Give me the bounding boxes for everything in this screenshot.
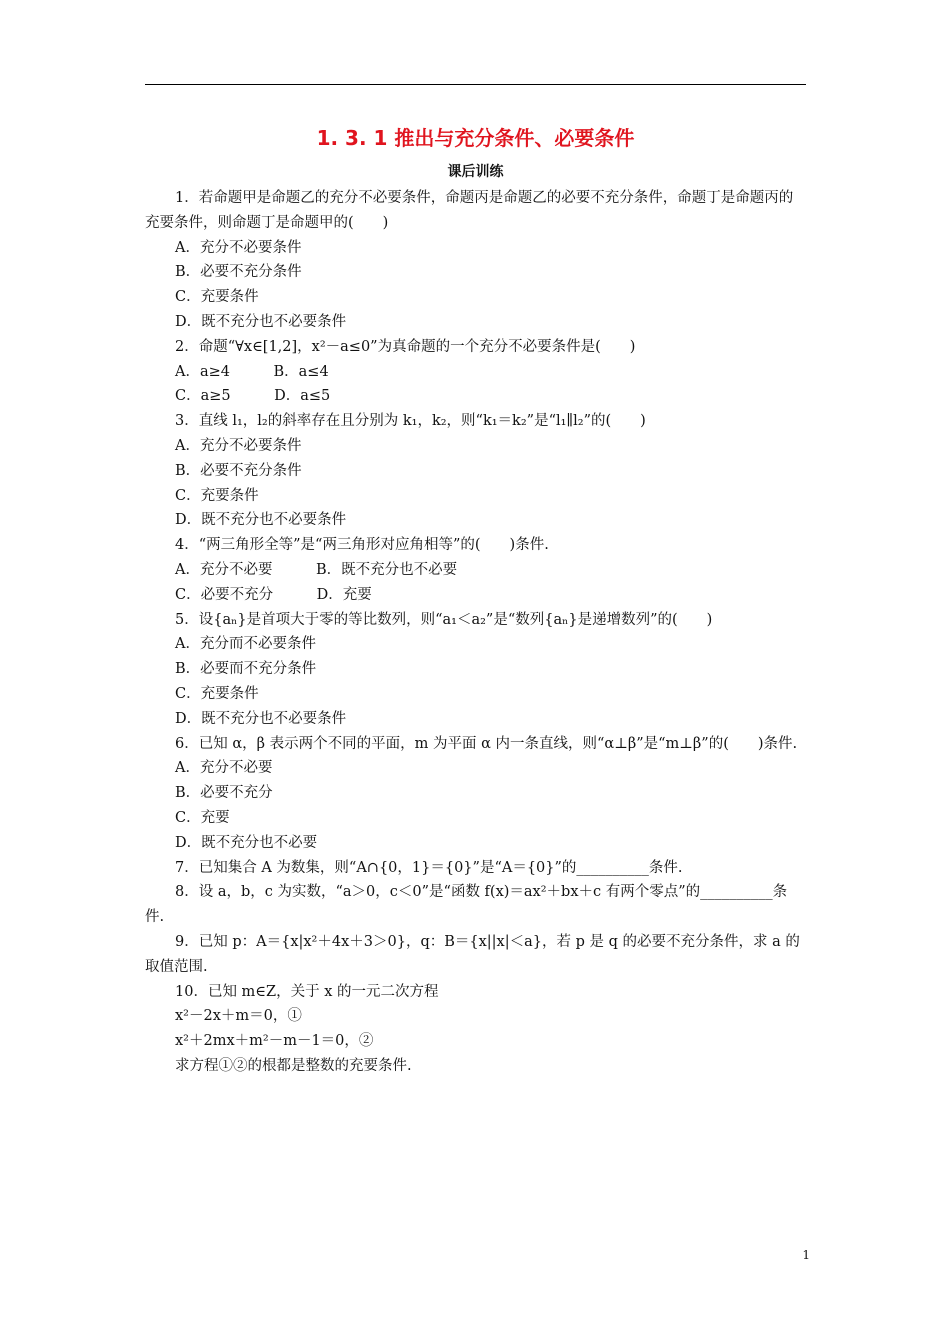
text-line: 6．已知 α，β 表示两个不同的平面，m 为平面 α 内一条直线，则“α⊥β”是“m⊥β”的( )条件. <box>175 735 798 752</box>
text-line: B．必要不充分 <box>175 785 273 802</box>
text-line: A．充分不必要 B．既不充分也不必要 <box>175 561 458 578</box>
text-line: C．a≥5 D．a≤5 <box>175 388 331 405</box>
text-line: 1．若命题甲是命题乙的充分不必要条件，命题丙是命题乙的必要不充分条件，命题丁是命题丙的充要条件，则命题丁是命题甲的( ) <box>145 190 794 231</box>
text-line: D．既不充分也不必要条件 <box>175 710 347 727</box>
text-line: 求方程①②的根都是整数的充要条件. <box>175 1057 412 1074</box>
header-rule <box>145 84 806 85</box>
text-line: A．充分而不必要条件 <box>175 636 316 653</box>
text-line: B．必要不充分条件 <box>175 264 302 281</box>
text-line: B．必要而不充分条件 <box>175 661 317 678</box>
text-line: A．充分不必要条件 <box>175 239 302 256</box>
text-line: D．既不充分也不必要条件 <box>175 313 347 330</box>
text-line: C．充要条件 <box>175 685 259 702</box>
text-line: C．充要 <box>175 809 230 826</box>
text-line: C．必要不充分 D．充要 <box>175 586 372 603</box>
text-line: x²－2x＋m＝0，① <box>175 1008 302 1025</box>
exercise-list <box>145 186 806 1079</box>
text-line: D．既不充分也不必要 <box>175 834 318 851</box>
text-line: C．充要条件 <box>175 289 259 306</box>
text-line: 5．设{aₙ}是首项大于零的等比数列，则“a₁＜a₂”是“数列{aₙ}是递增数列”的( ) <box>175 611 713 628</box>
text-line: 3．直线 l₁，l₂的斜率存在且分别为 k₁，k₂，则“k₁＝k₂”是“l₁∥l₂”的( ) <box>175 413 646 430</box>
text-line: 4．“两三角形全等”是“两三角形对应角相等”的( )条件. <box>175 537 549 554</box>
section-subtitle: 课后训练 <box>447 164 504 180</box>
text-line: C．充要条件 <box>175 487 259 504</box>
text-line: A．充分不必要条件 <box>175 437 302 454</box>
text-line: A．a≥4 B．a≤4 <box>175 363 329 380</box>
text-line: 9．已知 p：A＝{x|x²＋4x＋3＞0}，q：B＝{x||x|＜a}，若 p 是 q 的必要不充分条件，求 a 的取值范围. <box>145 933 800 975</box>
page-title: 1. 3. 1 推出与充分条件、必要条件 <box>316 126 635 150</box>
text-line: D．既不充分也不必要条件 <box>175 512 347 529</box>
text-line: 2．命题“∀x∈[1,2]，x²－a≤0”为真命题的一个充分不必要条件是( ) <box>175 338 636 355</box>
text-line: 8．设 a，b，c 为实数，“a＞0，c＜0”是“函数 f(x)＝ax²＋bx＋c 有两个零点”的__________条件. <box>145 884 788 926</box>
text-line: B．必要不充分条件 <box>175 462 302 479</box>
text-line: x²＋2mx＋m²－m－1＝0，② <box>175 1033 374 1050</box>
text-line: A．充分不必要 <box>175 760 273 777</box>
text-line: 10．已知 m∈Z，关于 x 的一元二次方程 <box>175 983 439 1000</box>
page-number: 1 <box>802 1248 810 1262</box>
text-line: 7．已知集合 A 为数集，则“A∩{0，1}＝{0}”是“A＝{0}”的__________条件. <box>175 859 683 876</box>
